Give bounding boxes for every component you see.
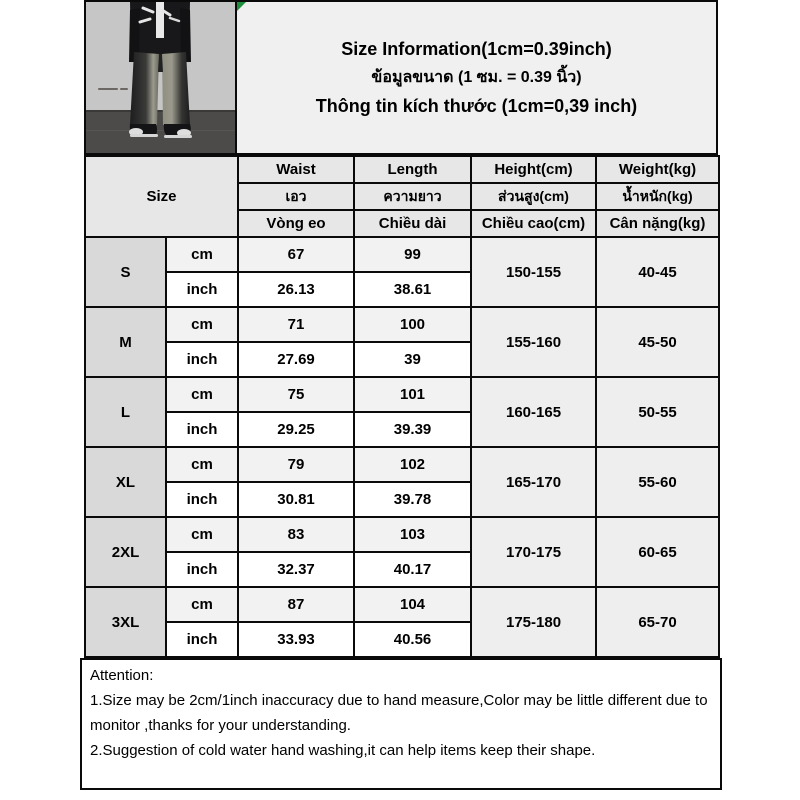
length-inch-cell: 39.39 [354, 412, 471, 447]
weight-range-cell: 60-65 [596, 517, 719, 587]
col-header-height-en: Height(cm) [471, 156, 596, 183]
size-row-2xl-cm [85, 517, 719, 552]
unit-inch-cell: inch [166, 552, 238, 587]
size-label-cell: 3XL [85, 587, 166, 657]
size-row-m-cm [85, 307, 719, 342]
size-label-cell: M [85, 307, 166, 377]
length-inch-cell: 39.78 [354, 482, 471, 517]
col-header-length-th: ความยาว [354, 183, 471, 210]
size-header-cell: Size [85, 156, 238, 237]
col-header-weight-th: น้ำหนัก(kg) [596, 183, 719, 210]
col-header-length-en: Length [354, 156, 471, 183]
excel-green-corner-marker [237, 2, 246, 11]
col-header-length-vi: Chiều dài [354, 210, 471, 237]
length-inch-cell: 40.56 [354, 622, 471, 657]
attention-title: Attention: [90, 667, 154, 684]
length-inch-cell: 40.17 [354, 552, 471, 587]
waist-inch-cell: 26.13 [238, 272, 354, 307]
unit-cm-cell: cm [166, 237, 238, 272]
size-label-cell: XL [85, 447, 166, 517]
size-label-cell: L [85, 377, 166, 447]
length-cm-cell: 103 [354, 517, 471, 552]
waist-cm-cell: 75 [238, 377, 354, 412]
length-cm-cell: 100 [354, 307, 471, 342]
waist-cm-cell: 71 [238, 307, 354, 342]
col-header-weight-vi: Cân nặng(kg) [596, 210, 719, 237]
height-range-cell: 170-175 [471, 517, 596, 587]
weight-range-cell: 40-45 [596, 237, 719, 307]
size-row-s-cm [85, 237, 719, 272]
unit-inch-cell: inch [166, 412, 238, 447]
length-inch-cell: 38.61 [354, 272, 471, 307]
waist-cm-cell: 79 [238, 447, 354, 482]
waist-inch-cell: 27.69 [238, 342, 354, 377]
header-row-en [85, 156, 719, 183]
unit-inch-cell: inch [166, 342, 238, 377]
title-english: Size Information(1cm=0.39inch) [341, 38, 612, 59]
col-header-waist-th: เอว [238, 183, 354, 210]
col-header-weight-en: Weight(kg) [596, 156, 719, 183]
length-cm-cell: 102 [354, 447, 471, 482]
length-cm-cell: 104 [354, 587, 471, 622]
waist-inch-cell: 33.93 [238, 622, 354, 657]
unit-cm-cell: cm [166, 307, 238, 342]
waist-cm-cell: 67 [238, 237, 354, 272]
size-label-cell: S [85, 237, 166, 307]
model-photo-illustration [86, 2, 235, 153]
weight-range-cell: 50-55 [596, 377, 719, 447]
unit-cm-cell: cm [166, 377, 238, 412]
unit-cm-cell: cm [166, 447, 238, 482]
size-row-3xl-cm [85, 587, 719, 622]
size-information-title-cell [237, 0, 718, 155]
length-cm-cell: 101 [354, 377, 471, 412]
weight-range-cell: 65-70 [596, 587, 719, 657]
waist-inch-cell: 29.25 [238, 412, 354, 447]
model-photo [84, 0, 237, 155]
col-header-waist-vi: Vòng eo [238, 210, 354, 237]
unit-inch-cell: inch [166, 622, 238, 657]
waist-cm-cell: 83 [238, 517, 354, 552]
title-thai: ข้อมูลขนาด (1 ซม. = 0.39 นิ้ว) [371, 68, 582, 86]
unit-cm-cell: cm [166, 587, 238, 622]
col-header-waist-en: Waist [238, 156, 354, 183]
waist-cm-cell: 87 [238, 587, 354, 622]
height-range-cell: 165-170 [471, 447, 596, 517]
size-row-xl-cm [85, 447, 719, 482]
length-inch-cell: 39 [354, 342, 471, 377]
weight-range-cell: 55-60 [596, 447, 719, 517]
col-header-height-th: ส่วนสูง(cm) [471, 183, 596, 210]
height-range-cell: 160-165 [471, 377, 596, 447]
unit-inch-cell: inch [166, 482, 238, 517]
height-range-cell: 150-155 [471, 237, 596, 307]
height-range-cell: 175-180 [471, 587, 596, 657]
attention-note-2: 2.Suggestion of cold water hand washing,it can help items keep their shape. [90, 742, 596, 759]
unit-cm-cell: cm [166, 517, 238, 552]
size-row-l-cm [85, 377, 719, 412]
size-label-cell: 2XL [85, 517, 166, 587]
top-section [84, 0, 718, 155]
unit-inch-cell: inch [166, 272, 238, 307]
size-table-container [84, 155, 718, 658]
height-range-cell: 155-160 [471, 307, 596, 377]
waist-inch-cell: 30.81 [238, 482, 354, 517]
title-vietnamese: Thông tin kích thước (1cm=0,39 inch) [315, 95, 638, 116]
attention-notes [80, 658, 722, 790]
weight-range-cell: 45-50 [596, 307, 719, 377]
size-table [84, 155, 720, 658]
length-cm-cell: 99 [354, 237, 471, 272]
waist-inch-cell: 32.37 [238, 552, 354, 587]
attention-note-1: 1.Size may be 2cm/1inch inaccuracy due to hand measure,Color may be little different due to monitor ,thanks for your understanding. [90, 692, 708, 734]
col-header-height-vi: Chiều cao(cm) [471, 210, 596, 237]
